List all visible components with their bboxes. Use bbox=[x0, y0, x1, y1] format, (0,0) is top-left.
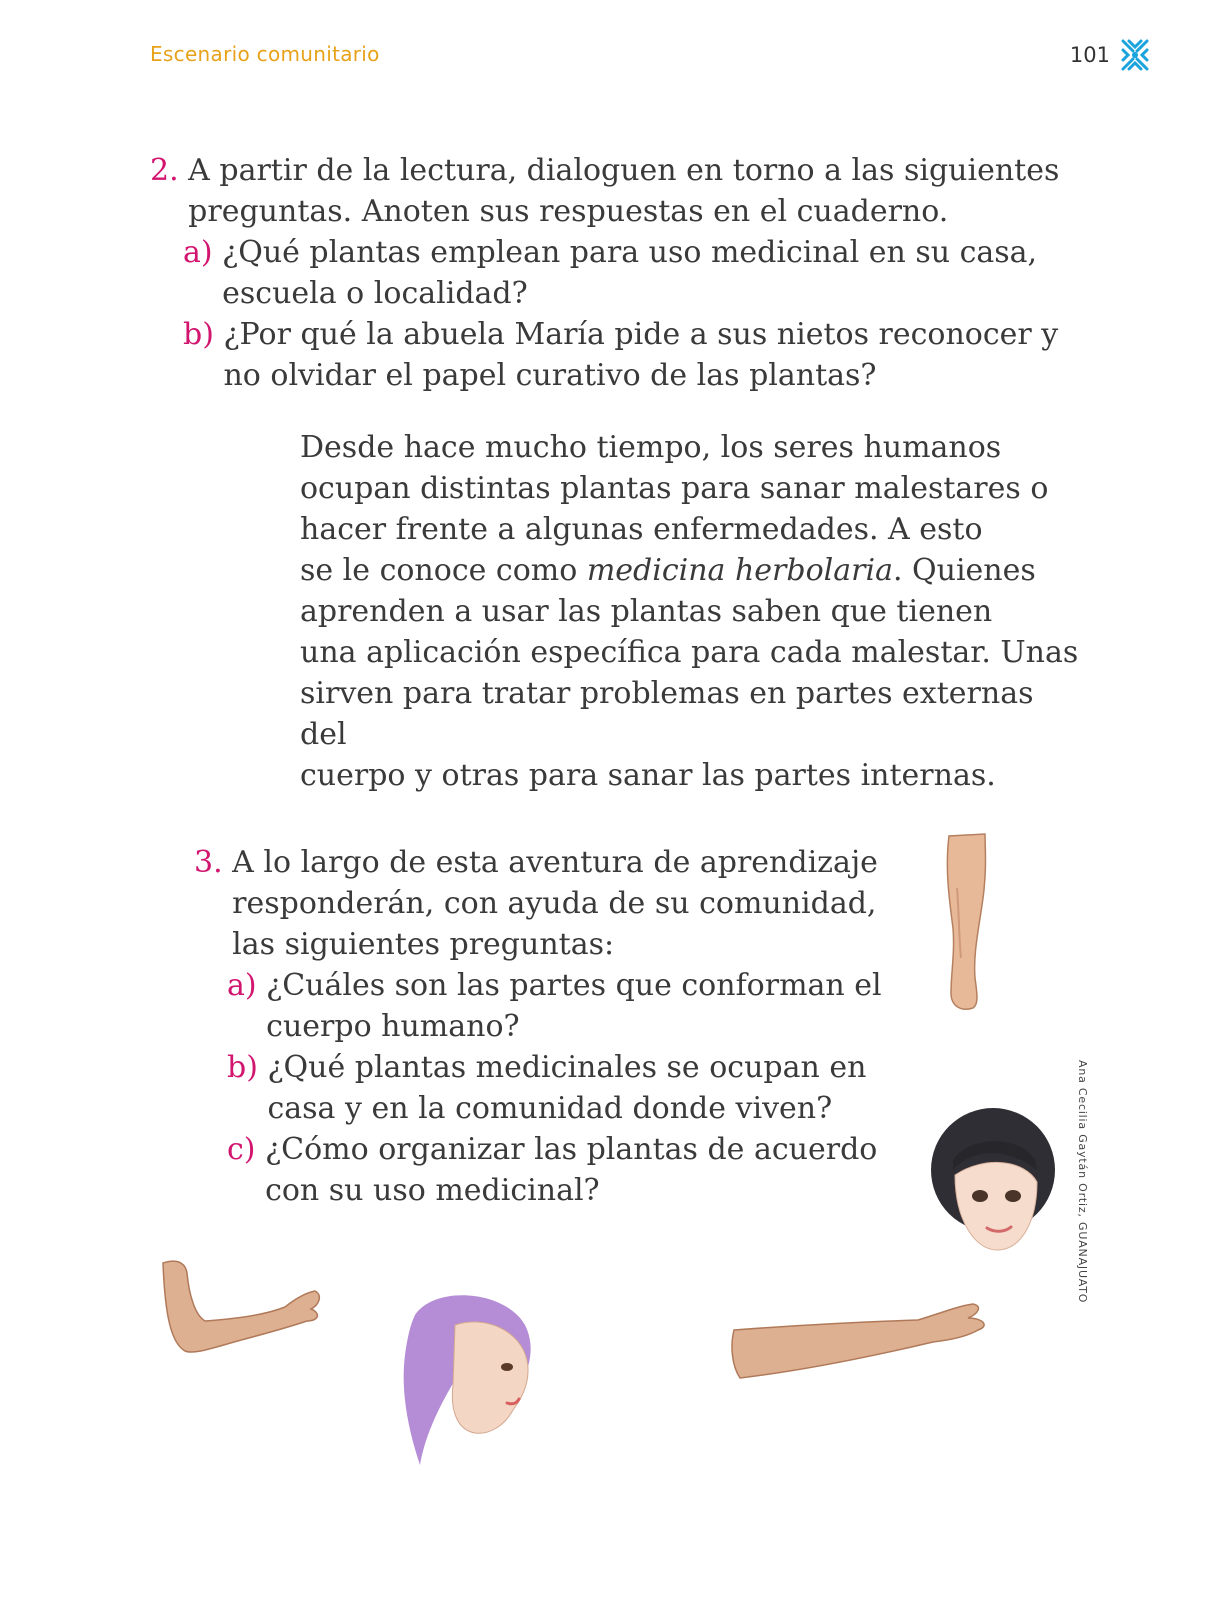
question-3-item-c bbox=[227, 1129, 894, 1211]
bent-arm-illustration bbox=[155, 1255, 330, 1360]
question-3-line-3: las siguientes preguntas: bbox=[232, 927, 615, 962]
question-3-stem bbox=[194, 842, 894, 965]
decorative-x-logo-icon bbox=[1120, 38, 1150, 72]
section-title: Escenario comunitario bbox=[150, 42, 380, 66]
item-line-2: con su uso medicinal? bbox=[265, 1173, 600, 1208]
reading-line-5: aprenden a usar las plantas saben que tienen bbox=[300, 594, 993, 629]
item-line-1: ¿Por qué la abuela María pide a sus nietos reconocer y bbox=[223, 317, 1059, 352]
page-header-right bbox=[1070, 38, 1150, 72]
straight-arm-illustration bbox=[728, 1300, 993, 1385]
item-line-1: ¿Qué plantas emplean para uso medicinal en su casa, bbox=[222, 235, 1038, 270]
item-letter: b) bbox=[227, 1050, 258, 1085]
question-3-item-b bbox=[227, 1047, 894, 1129]
illustration-credit: Ana Cecilia Gaytán Ortiz, GUANAJUATO bbox=[1076, 1060, 1089, 1304]
girl-head-dark-hair-illustration bbox=[925, 1100, 1065, 1255]
question-2-line-1: A partir de la lectura, dialoguen en torno a las siguientes bbox=[188, 153, 1060, 188]
question-3-line-2: responderán, con ayuda de su comunidad, bbox=[232, 886, 877, 921]
question-2-stem bbox=[150, 150, 1070, 232]
question-2-item-b bbox=[183, 314, 1070, 396]
question-2-item-a bbox=[183, 232, 1070, 314]
item-letter: a) bbox=[183, 235, 213, 270]
item-line-2: escuela o localidad? bbox=[222, 276, 528, 311]
question-number: 3. bbox=[194, 845, 223, 880]
item-letter: a) bbox=[227, 968, 257, 1003]
item-line-1: ¿Cuáles son las partes que conforman el bbox=[266, 968, 882, 1003]
item-line-2: cuerpo humano? bbox=[266, 1009, 520, 1044]
item-letter: c) bbox=[227, 1132, 256, 1167]
reading-text bbox=[300, 427, 1080, 796]
leg-illustration bbox=[935, 828, 995, 1018]
reading-line-3: hacer frente a algunas enfermedades. A esto bbox=[300, 512, 983, 547]
question-number: 2. bbox=[150, 153, 179, 188]
reading-line-6: una aplicación específica para cada malestar. Unas bbox=[300, 635, 1079, 670]
page-number: 101 bbox=[1069, 43, 1110, 67]
reading-line-1: Desde hace mucho tiempo, los seres humanos bbox=[300, 430, 1002, 465]
question-3 bbox=[194, 842, 894, 1211]
question-2-line-2: preguntas. Anoten sus respuestas en el cuaderno. bbox=[188, 194, 949, 229]
item-line-2: no olvidar el papel curativo de las plantas? bbox=[223, 358, 877, 393]
item-letter: b) bbox=[183, 317, 214, 352]
reading-line-8: cuerpo y otras para sanar las partes internas. bbox=[300, 758, 996, 793]
reading-line-2: ocupan distintas plantas para sanar malestares o bbox=[300, 471, 1049, 506]
question-3-line-1: A lo largo de esta aventura de aprendizaje bbox=[232, 845, 878, 880]
item-line-1: ¿Cómo organizar las plantas de acuerdo bbox=[265, 1132, 878, 1167]
reading-line-4: se le conoce como medicina herbolaria. Quienes bbox=[300, 553, 1036, 588]
reading-line-7: sirven para tratar problemas en partes externas del bbox=[300, 676, 1034, 752]
italic-term: medicina herbolaria bbox=[586, 553, 893, 588]
item-line-2: casa y en la comunidad donde viven? bbox=[267, 1091, 833, 1126]
question-2 bbox=[150, 150, 1070, 396]
girl-head-purple-hair-illustration bbox=[395, 1285, 550, 1470]
question-3-item-a bbox=[227, 965, 894, 1047]
item-line-1: ¿Qué plantas medicinales se ocupan en bbox=[267, 1050, 867, 1085]
